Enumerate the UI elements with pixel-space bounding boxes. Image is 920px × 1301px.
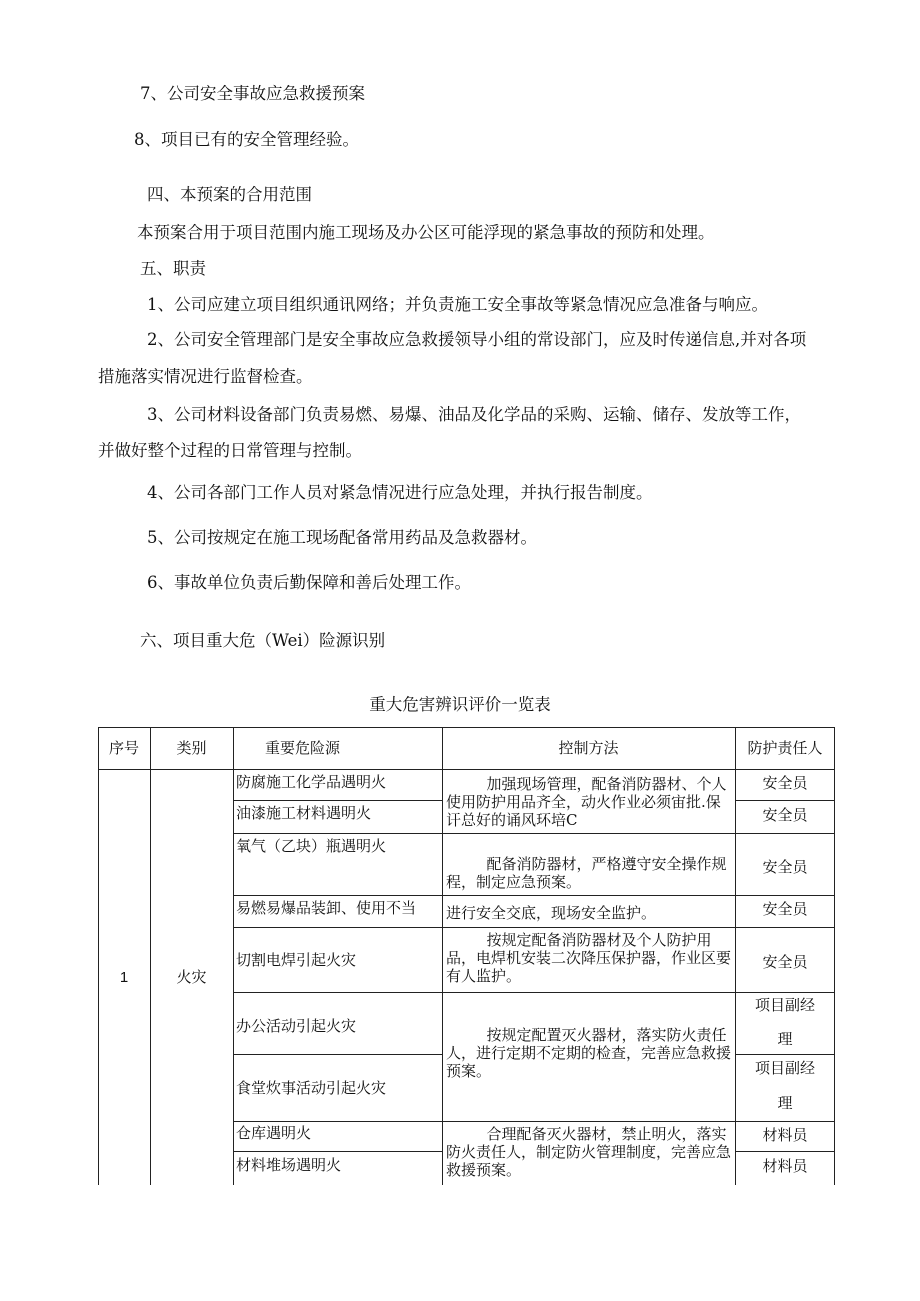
responsible-person: 理 <box>777 1094 793 1112</box>
responsible-person: 安全员 <box>762 900 808 918</box>
table-line <box>735 1054 835 1055</box>
duty-5: 5、公司按规定在施工现场配备常用药品及急救器材。 <box>147 528 537 547</box>
item-7: 7、公司安全事故应急救援预案 <box>140 84 365 103</box>
table-line <box>233 1121 835 1122</box>
hazard-item: 切割电焊引起火灾 <box>236 951 357 969</box>
row-category: 火灾 <box>176 968 207 986</box>
duty-2-line-2: 措施落实情况进行监督检查。 <box>98 367 313 386</box>
header-hazard: 重要危险源 <box>265 739 341 757</box>
hazard-item: 仓库遇明火 <box>236 1124 312 1142</box>
table-line <box>233 895 835 896</box>
responsible-person: 材料员 <box>762 1126 808 1144</box>
hazard-item: 氧气（乙块）瓶遇明火 <box>236 837 387 855</box>
table-line <box>735 1151 835 1152</box>
responsible-person: 项目副经 <box>754 996 815 1014</box>
duty-3-line-1: 3、公司材料设备部门负责易燃、易爆、油品及化学品的采购、运输、储存、发放等工作， <box>147 405 801 424</box>
section-5-heading: 五、职责 <box>140 259 206 278</box>
control-method: 加强现场管理，配备消防器材、个人使用防护用品齐全，动火作业必须宙批.保讦总好的诵风环培C <box>446 775 727 829</box>
control-method: 合理配备灭火器材，禁止明火，落实防火责任人，制定防火管理制度，完善应急救援预案。 <box>446 1125 732 1179</box>
scope-paragraph: 本预案合用于项目范围内施工现场及办公区可能浮现的紧急事故的预防和处理。 <box>137 223 715 242</box>
hazard-item: 办公活动引起火灾 <box>236 1017 357 1035</box>
table-line <box>442 727 443 1185</box>
hazard-item: 易燃易爆品装卸、使用不当 <box>236 899 417 917</box>
control-method: 进行安全交底，现场安全监护。 <box>446 904 657 922</box>
table-line <box>233 927 835 928</box>
table-line <box>233 1151 442 1152</box>
table-line <box>150 727 151 1185</box>
table-line <box>233 992 835 993</box>
header-control: 控制方法 <box>558 739 619 757</box>
header-seq: 序号 <box>108 739 139 757</box>
duty-1: 1、公司应建立项目组织通讯网络；并负责施工安全事故等紧急情况应急准备与响应。 <box>147 295 768 314</box>
control-method: 配备消防器材，严格遵守安全操作规程，制定应急预案。 <box>446 855 727 891</box>
table-line <box>98 727 99 1185</box>
duty-6: 6、事故单位负责后勤保障和善后处理工作。 <box>147 573 471 592</box>
responsible-person: 理 <box>777 1030 793 1048</box>
responsible-person: 项目副经 <box>754 1059 815 1077</box>
table-line <box>98 769 835 770</box>
responsible-person: 安全员 <box>762 953 808 971</box>
table-title: 重大危害辨识评价一览表 <box>369 695 551 714</box>
section-4-heading: 四、本预案的合用范围 <box>147 185 312 204</box>
control-method: 按规定配备消防器材及个人防护用品，电焊机安装二次降压保护器，作业区要有人监护。 <box>446 931 732 985</box>
responsible-person: 安全员 <box>762 774 808 792</box>
header-responsible: 防护责任人 <box>747 739 823 757</box>
table-line <box>233 800 442 801</box>
duty-4: 4、公司各部门工作人员对紧急情况进行应急处理，并执行报告制度。 <box>147 483 653 502</box>
control-method: 按规定配置灭火器材，落实防火责任人，进行定期不定期的检查，完善应急救援预案。 <box>446 1026 732 1080</box>
row-seq: 1 <box>119 969 129 986</box>
table-line <box>735 800 835 801</box>
section-6-heading: 六、项目重大危（Wei）险源识别 <box>140 631 386 650</box>
table-line <box>233 833 835 834</box>
hazard-item: 食堂炊事活动引起火灾 <box>236 1079 387 1097</box>
duty-3-line-2: 并做好整个过程的日常管理与控制。 <box>98 441 362 460</box>
duty-2-line-1: 2、公司安全管理部门是安全事故应急救援领导小组的常设部门，应及时传递信息,并对各项 <box>147 330 807 349</box>
header-category: 类别 <box>176 739 207 757</box>
responsible-person: 安全员 <box>762 858 808 876</box>
responsible-person: 安全员 <box>762 806 808 824</box>
hazard-item: 油漆施工材料遇明火 <box>236 804 372 822</box>
table-line <box>98 727 835 728</box>
hazard-item: 材料堆场遇明火 <box>236 1156 342 1174</box>
table-line <box>233 727 234 1185</box>
table-line <box>233 1054 442 1055</box>
item-8: 8、项目已有的安全管理经验。 <box>134 130 359 149</box>
responsible-person: 材料员 <box>762 1157 808 1175</box>
hazard-item: 防腐施工化学品遇明火 <box>236 773 387 791</box>
